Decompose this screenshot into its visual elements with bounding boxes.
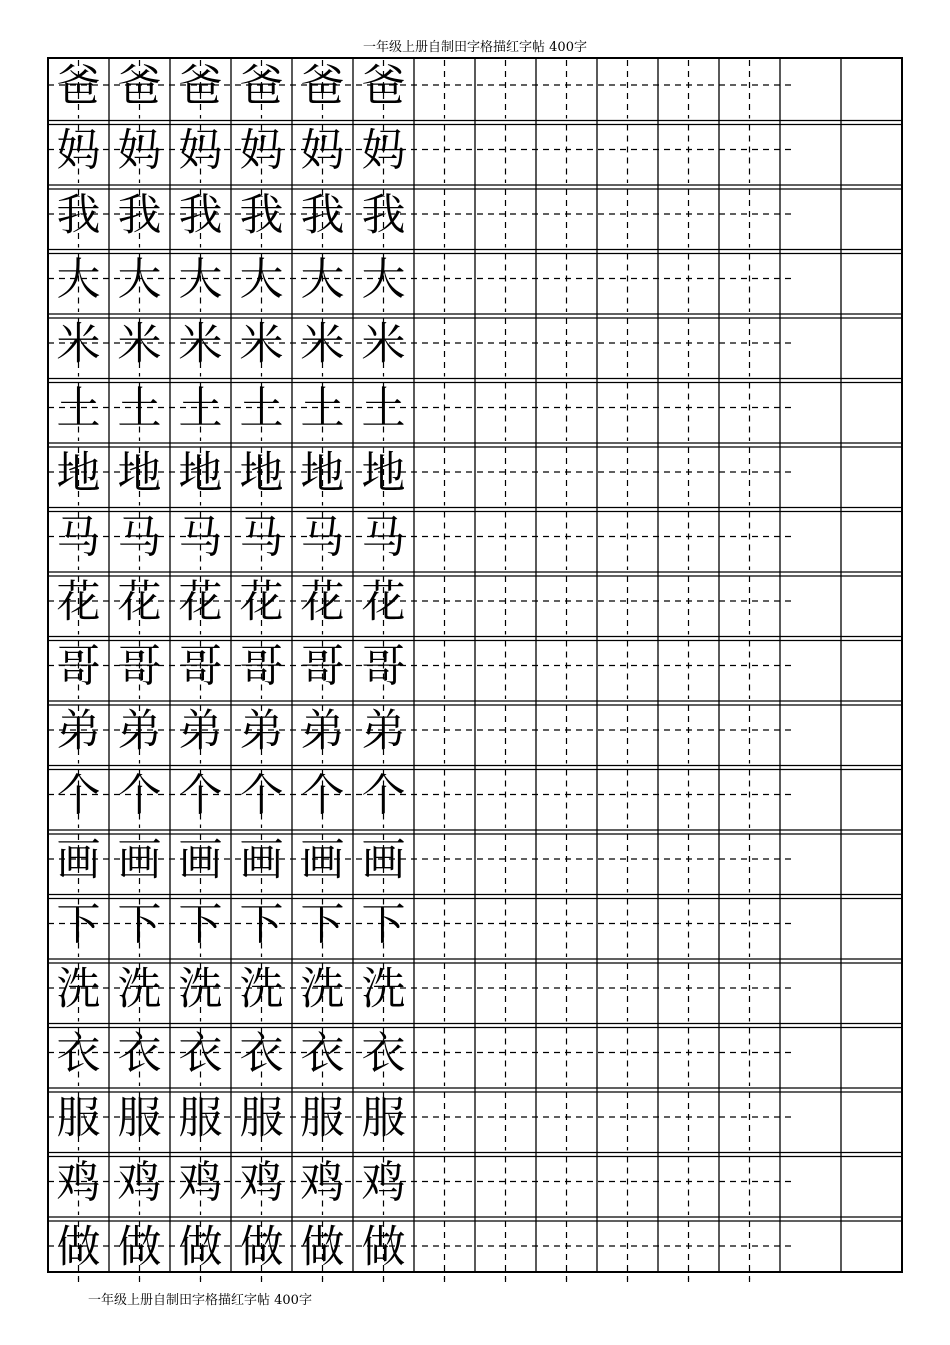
trace-character: 地 — [300, 447, 345, 499]
page-footer: 一年级上册自制田字格描红字帖 400字 — [88, 1293, 312, 1308]
trace-character: 妈 — [239, 125, 284, 176]
trace-character: 洗 — [56, 963, 101, 1015]
trace-character: 衣 — [178, 1028, 223, 1079]
trace-character: 鸡 — [178, 1157, 223, 1208]
trace-character: 洗 — [300, 963, 345, 1015]
trace-character: 哥 — [178, 641, 223, 692]
trace-character: 大 — [56, 254, 101, 305]
trace-character: 妈 — [56, 125, 101, 176]
trace-character: 地 — [117, 447, 162, 499]
trace-character: 米 — [56, 318, 101, 370]
trace-character: 爸 — [117, 60, 162, 112]
trace-character: 个 — [361, 770, 406, 821]
trace-character: 服 — [178, 1092, 223, 1144]
trace-character: 服 — [361, 1092, 406, 1144]
trace-character: 妈 — [117, 125, 162, 176]
trace-character: 大 — [239, 254, 284, 305]
trace-character: 洗 — [178, 963, 223, 1015]
trace-character: 哥 — [117, 641, 162, 692]
trace-character: 马 — [117, 512, 162, 563]
trace-character: 弟 — [300, 705, 345, 757]
trace-character: 做 — [117, 1221, 162, 1273]
trace-character: 服 — [239, 1092, 284, 1144]
trace-character: 哥 — [239, 641, 284, 692]
trace-character: 马 — [300, 512, 345, 563]
trace-character: 哥 — [300, 641, 345, 692]
trace-character: 衣 — [117, 1028, 162, 1079]
trace-character: 土 — [239, 383, 284, 434]
trace-character: 米 — [361, 318, 406, 370]
trace-character: 画 — [56, 834, 101, 886]
trace-character: 我 — [239, 189, 284, 241]
trace-character: 土 — [300, 383, 345, 434]
trace-character: 地 — [239, 447, 284, 499]
trace-character: 洗 — [361, 963, 406, 1015]
trace-character: 花 — [239, 576, 284, 628]
trace-character: 个 — [117, 770, 162, 821]
trace-character: 哥 — [361, 641, 406, 692]
trace-character: 鸡 — [361, 1157, 406, 1208]
trace-character: 衣 — [300, 1028, 345, 1079]
trace-character: 土 — [117, 383, 162, 434]
trace-character: 爸 — [361, 60, 406, 112]
trace-character: 爸 — [56, 60, 101, 112]
trace-character: 做 — [239, 1221, 284, 1273]
trace-character: 我 — [56, 189, 101, 241]
page-header: 一年级上册自制田字格描红字帖 400字 — [363, 40, 587, 55]
trace-character: 鸡 — [117, 1157, 162, 1208]
trace-character: 下 — [239, 899, 284, 950]
trace-character: 地 — [178, 447, 223, 499]
trace-character: 洗 — [117, 963, 162, 1015]
trace-character: 哥 — [56, 641, 101, 692]
trace-character: 我 — [178, 189, 223, 241]
trace-character: 下 — [117, 899, 162, 950]
trace-character: 画 — [300, 834, 345, 886]
trace-character: 画 — [178, 834, 223, 886]
trace-character: 米 — [300, 318, 345, 370]
trace-character: 弟 — [56, 705, 101, 757]
trace-character: 花 — [300, 576, 345, 628]
trace-character: 下 — [361, 899, 406, 950]
trace-character: 妈 — [178, 125, 223, 176]
trace-character: 妈 — [300, 125, 345, 176]
trace-character: 花 — [117, 576, 162, 628]
trace-character: 花 — [178, 576, 223, 628]
trace-character: 衣 — [56, 1028, 101, 1079]
trace-character: 个 — [178, 770, 223, 821]
trace-character: 画 — [117, 834, 162, 886]
trace-character: 马 — [56, 512, 101, 563]
trace-character: 大 — [361, 254, 406, 305]
trace-character: 做 — [300, 1221, 345, 1273]
trace-character: 大 — [178, 254, 223, 305]
trace-character: 服 — [300, 1092, 345, 1144]
trace-character: 大 — [117, 254, 162, 305]
trace-character: 米 — [178, 318, 223, 370]
trace-character: 地 — [56, 447, 101, 499]
trace-character: 花 — [56, 576, 101, 628]
trace-character: 鸡 — [239, 1157, 284, 1208]
trace-character: 鸡 — [300, 1157, 345, 1208]
trace-character: 个 — [300, 770, 345, 821]
trace-character: 爸 — [300, 60, 345, 112]
trace-character: 服 — [56, 1092, 101, 1144]
trace-character: 画 — [239, 834, 284, 886]
trace-character: 做 — [361, 1221, 406, 1273]
trace-character: 下 — [178, 899, 223, 950]
trace-character: 弟 — [361, 705, 406, 757]
trace-character: 鸡 — [56, 1157, 101, 1208]
trace-character: 大 — [300, 254, 345, 305]
trace-character: 我 — [117, 189, 162, 241]
trace-character: 下 — [300, 899, 345, 950]
trace-character: 个 — [56, 770, 101, 821]
trace-character: 做 — [178, 1221, 223, 1273]
trace-character: 我 — [300, 189, 345, 241]
trace-character: 马 — [361, 512, 406, 563]
trace-character: 衣 — [361, 1028, 406, 1079]
trace-character: 马 — [178, 512, 223, 563]
trace-character: 地 — [361, 447, 406, 499]
trace-character: 马 — [239, 512, 284, 563]
trace-character: 画 — [361, 834, 406, 886]
trace-character: 土 — [56, 383, 101, 434]
trace-character: 米 — [117, 318, 162, 370]
trace-character: 做 — [56, 1221, 101, 1273]
trace-character: 个 — [239, 770, 284, 821]
trace-character: 土 — [178, 383, 223, 434]
trace-character: 洗 — [239, 963, 284, 1015]
trace-character: 爸 — [178, 60, 223, 112]
trace-character: 弟 — [239, 705, 284, 757]
trace-character: 爸 — [239, 60, 284, 112]
trace-character: 下 — [56, 899, 101, 950]
trace-character: 服 — [117, 1092, 162, 1144]
trace-character: 米 — [239, 318, 284, 370]
trace-character: 妈 — [361, 125, 406, 176]
trace-character: 我 — [361, 189, 406, 241]
trace-character: 花 — [361, 576, 406, 628]
trace-character: 弟 — [178, 705, 223, 757]
trace-character: 弟 — [117, 705, 162, 757]
trace-character: 土 — [361, 383, 406, 434]
trace-character: 衣 — [239, 1028, 284, 1079]
